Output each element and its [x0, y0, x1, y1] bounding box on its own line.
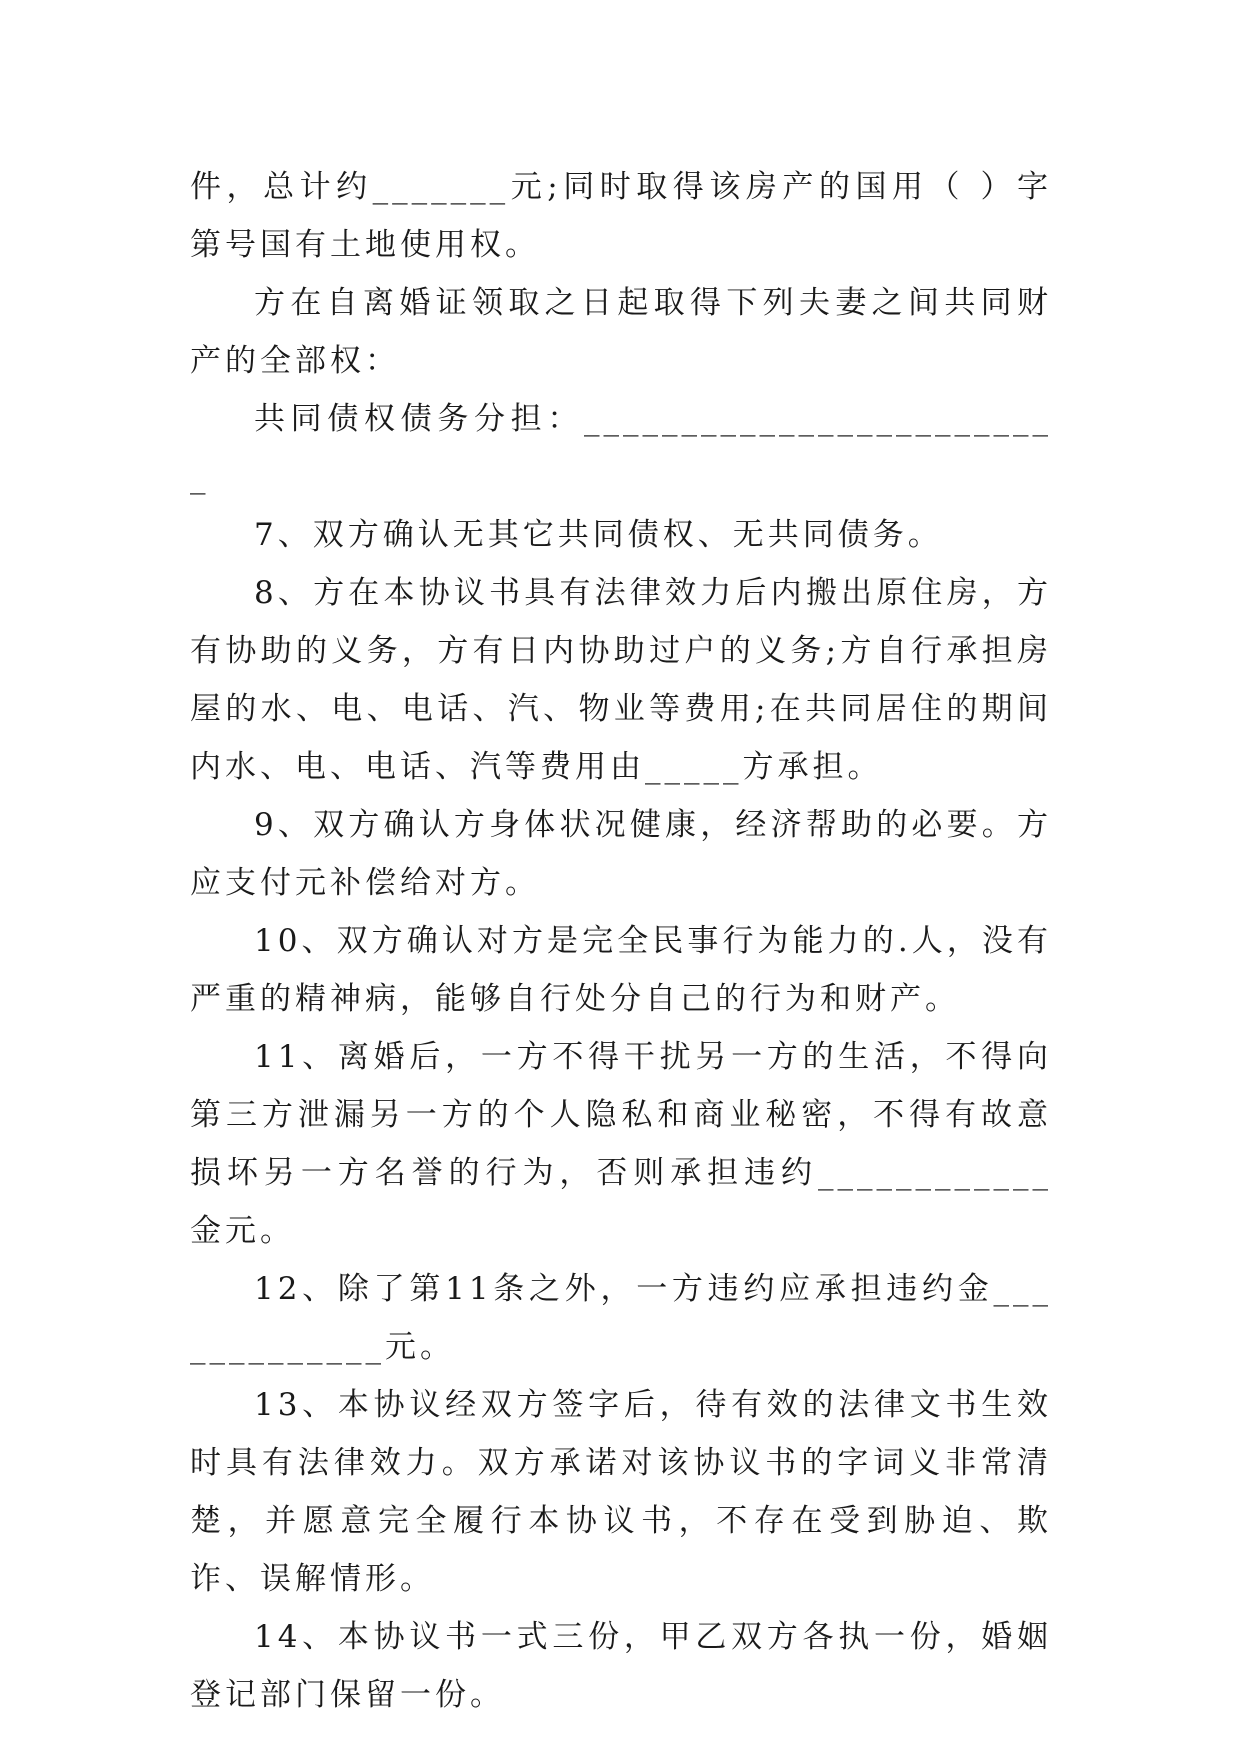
clause-11: 11、离婚后，一方不得干扰另一方的生活，不得向第三方泄漏另一方的个人隐私和商业秘密，不得有故意损坏另一方名誉的行为，否则承担违约____________金元。: [190, 1039, 1052, 1249]
paragraph-common-property: 方在自离婚证领取之日起取得下列夫妻之间共同财产的全部权：: [190, 285, 1052, 379]
clause-10: 10、双方确认对方是完全民事行为能力的.人，没有严重的精神病，能够自行处分自己的行为和财产。: [190, 923, 1052, 1017]
paragraph-property-total: 件，总计约_______元;同时取得该房产的国用（ ）字第号国有土地使用权。: [190, 169, 1052, 263]
clause-9: 9、双方确认方身体状况健康，经济帮助的必要。方应支付元补偿给对方。: [190, 807, 1052, 901]
clause-7: 7、双方确认无其它共同债权、无共同债务。: [254, 517, 943, 553]
paragraph-debt-sharing: 共同债权债务分担：_________________________: [190, 401, 1052, 495]
clause-8: 8、方在本协议书具有法律效力后内搬出原住房，方有协助的义务，方有日内协助过户的义务;方自行承担房屋的水、电、电话、汽、物业等费用;在共同居住的期间内水、电、电话、汽等费用由_____方承担。: [190, 575, 1052, 785]
document-body: [190, 158, 1052, 1724]
clause-13: 13、本协议经双方签字后，待有效的法律文书生效时具有法律效力。双方承诺对该协议书的字词义非常清楚，并愿意完全履行本协议书，不存在受到胁迫、欺诈、误解情形。: [190, 1387, 1052, 1597]
clause-14: 14、本协议书一式三份，甲乙双方各执一份，婚姻登记部门保留一份。: [190, 1619, 1052, 1713]
clause-12: 12、除了第11条之外，一方违约应承担违约金_____________元。: [190, 1271, 1052, 1365]
